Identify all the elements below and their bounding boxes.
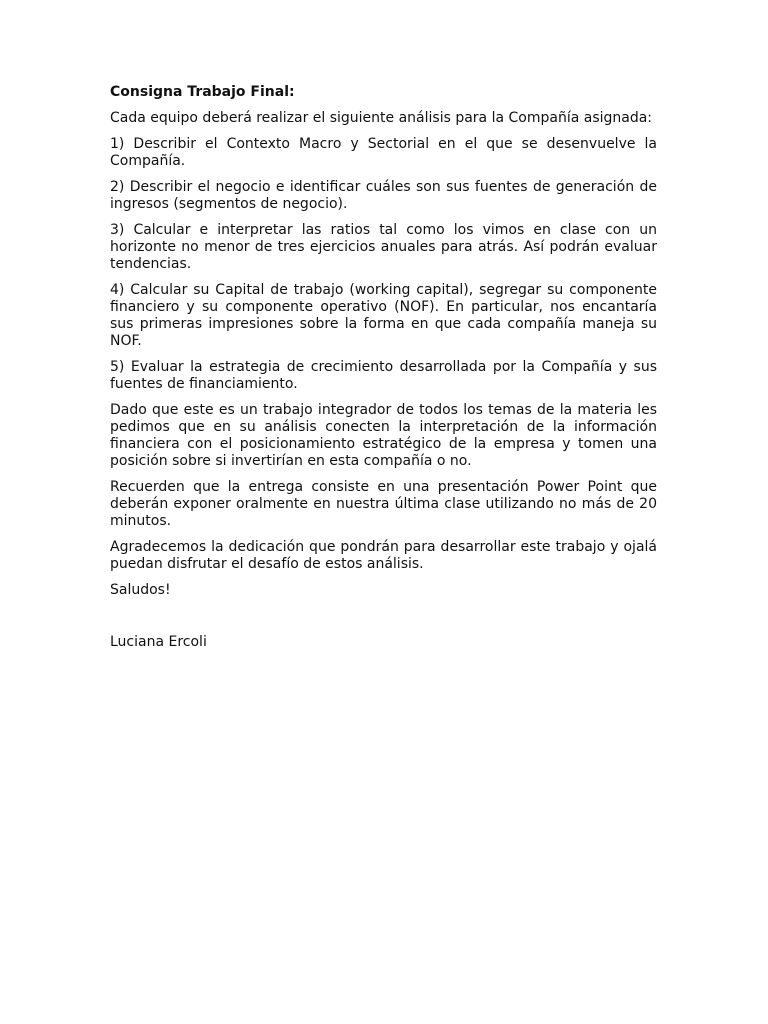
- body-paragraph: Dado que este es un trabajo integrador de todos los temas de la materia les pedimos que en su análisis conecten la interpretación de la información financiera con el posicionamiento estratégico de la empresa y tomen una posición sobre si invertirían en esta compañía o no.: [110, 402, 657, 469]
- list-item: 1) Describir el Contexto Macro y Sectorial en el que se desenvuelve la Compañía.: [110, 136, 657, 169]
- list-item: 2) Describir el negocio e identificar cuáles son sus fuentes de generación de ingresos (segmentos de negocio).: [110, 179, 657, 212]
- intro-paragraph: Cada equipo deberá realizar el siguiente análisis para la Compañía asignada:: [110, 110, 653, 126]
- signature-name: Luciana Ercoli: [110, 634, 207, 650]
- document-page: [110, 84, 657, 651]
- document-title: Consigna Trabajo Final:: [110, 84, 295, 100]
- list-item: 3) Calcular e interpretar las ratios tal como los vimos en clase con un horizonte no menor de tres ejercicios anuales para atrás. Así podrán evaluar tendencias.: [110, 222, 657, 272]
- closing-text: Saludos!: [110, 582, 171, 598]
- list-item: 5) Evaluar la estrategia de crecimiento desarrollada por la Compañía y sus fuentes de financiamiento.: [110, 359, 657, 392]
- body-paragraph: Agradecemos la dedicación que pondrán para desarrollar este trabajo y ojalá puedan disfrutar el desafío de estos análisis.: [110, 539, 657, 572]
- list-item: 4) Calcular su Capital de trabajo (working capital), segregar su componente financiero y su componente operativo (NOF). En particular, nos encantaría sus primeras impresiones sobre la forma en que cada compañía maneja su NOF.: [110, 282, 657, 349]
- body-paragraph: Recuerden que la entrega consiste en una presentación Power Point que deberán exponer oralmente en nuestra última clase utilizando no más de 20 minutos.: [110, 479, 657, 529]
